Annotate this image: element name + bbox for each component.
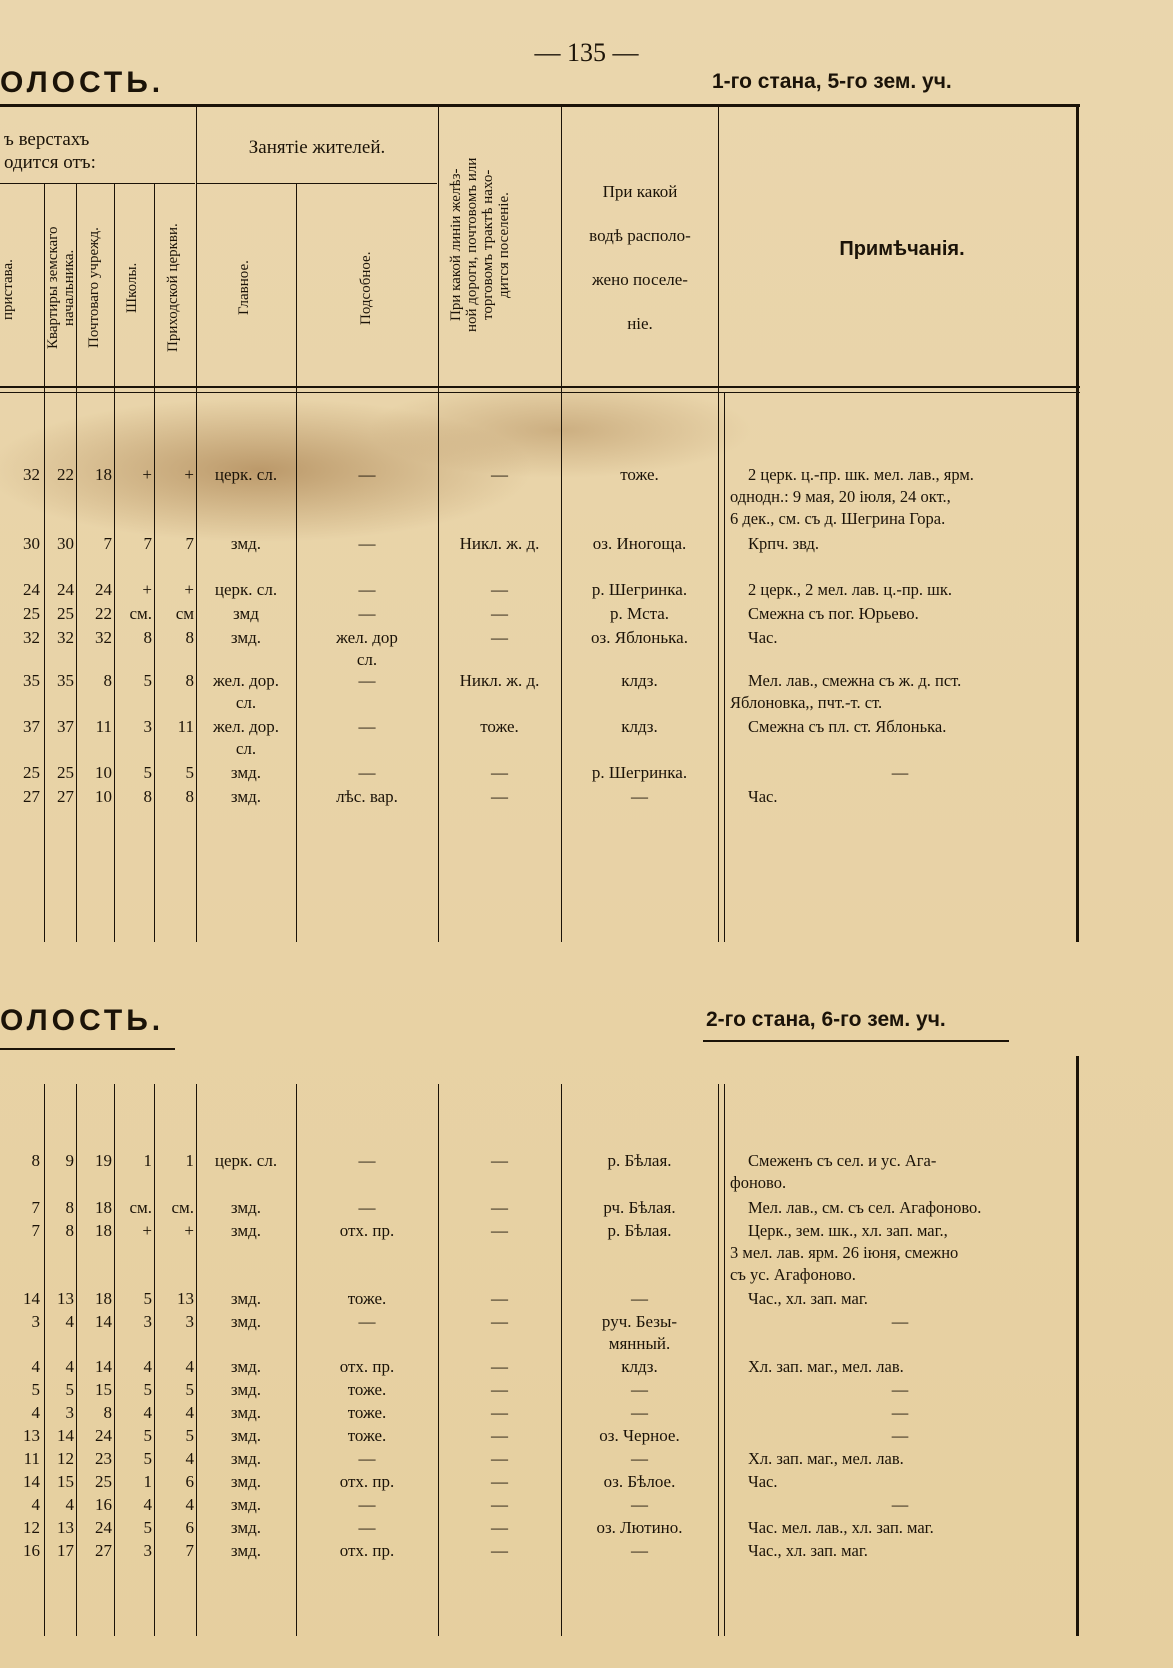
cell-pristava: 32 <box>23 628 40 647</box>
table-row <box>0 670 1173 712</box>
cell-sub: отх. пр. <box>339 1221 395 1240</box>
table-row <box>0 579 1173 601</box>
distance-group-rule <box>0 183 195 184</box>
cell-pocht: 11 <box>95 717 112 736</box>
cell-shkoly: 8 <box>143 787 152 806</box>
cell-sub: — <box>358 1151 376 1170</box>
cell-main: змд. <box>230 534 262 553</box>
cell-rail: — <box>491 1289 508 1308</box>
cell-kvartiry: 4 <box>65 1495 74 1514</box>
cell-shkoly: 5 <box>143 1426 152 1445</box>
cell-cerk: 7 <box>185 1541 194 1560</box>
header-pristava: пристава. <box>0 259 16 321</box>
page-number: — 135 — <box>534 38 639 67</box>
section1-title: ОЛОСТЬ. <box>0 66 165 99</box>
table-row <box>0 603 1173 625</box>
cell-main-cont: сл. <box>235 693 257 712</box>
header-sub: Подсобное. <box>358 251 374 325</box>
cell-pristava: 25 <box>23 763 40 782</box>
cell-sub: тоже. <box>347 1289 387 1308</box>
cell-kvartiry: 9 <box>65 1151 74 1170</box>
table-row <box>0 1197 1173 1219</box>
cell-pristava: 8 <box>31 1151 40 1170</box>
cell-sub: — <box>358 1312 376 1331</box>
cell-rail: тоже. <box>480 717 519 736</box>
cell-cerk: 6 <box>185 1518 194 1537</box>
header-pocht: Почтоваго учрежд. <box>86 227 102 349</box>
cell-kvartiry: 22 <box>57 465 74 484</box>
cell-main: змд. <box>230 1221 262 1240</box>
cell-water: клдз. <box>621 717 658 736</box>
section2-district: 2-го стана, 6-го зем. уч. <box>706 1008 946 1031</box>
cell-main: змд. <box>230 1403 262 1422</box>
cell-cerk: см <box>175 604 194 623</box>
cell-kvartiry: 14 <box>57 1426 74 1445</box>
cell-note-line: — <box>891 763 909 782</box>
cell-pocht: 22 <box>95 604 112 623</box>
cell-main: жел. дор. <box>213 717 279 736</box>
cell-shkoly: см. <box>129 604 152 623</box>
right-frame <box>1076 104 1079 942</box>
cell-pristava: 24 <box>23 580 40 599</box>
cell-shkoly: см. <box>129 1198 152 1217</box>
cell-note-line: Смежна съ пл. ст. Яблонька. <box>748 717 947 736</box>
cell-cerk: 8 <box>185 671 194 690</box>
cell-note-line: фоново. <box>730 1173 787 1192</box>
cell-note-line: Хл. зап. маг., мел. лав. <box>748 1449 904 1468</box>
cell-water: р. Бѣлая. <box>607 1151 672 1170</box>
cell-pocht: 16 <box>95 1495 112 1514</box>
cell-note-line: 2 церк., 2 мел. лав. ц.-пр. шк. <box>748 580 953 599</box>
cell-water: оз. Яблонька. <box>591 628 688 647</box>
cell-note-line: Хл. зап. маг., мел. лав. <box>748 1357 904 1376</box>
cell-rail: — <box>491 1380 508 1399</box>
cell-sub: — <box>358 763 376 782</box>
table-row <box>0 627 1173 669</box>
occupation-group-rule <box>197 183 437 184</box>
cell-water: — <box>631 1495 648 1514</box>
cell-note-line: Час. <box>748 1472 778 1491</box>
cell-note-line: — <box>891 1380 909 1399</box>
cell-note-line: Крпч. звд. <box>748 534 820 553</box>
cell-pocht: 10 <box>95 787 112 806</box>
cell-main: змд. <box>230 1380 262 1399</box>
cell-rail: — <box>491 580 508 599</box>
cell-rail: — <box>491 465 508 484</box>
cell-kvartiry: 35 <box>57 671 74 690</box>
cell-cerk: 8 <box>185 628 194 647</box>
cell-pristava: 27 <box>23 787 40 806</box>
table-row <box>0 1448 1173 1470</box>
cell-pristava: 14 <box>23 1472 40 1491</box>
table-row <box>0 1517 1173 1539</box>
cell-rail: — <box>491 1495 508 1514</box>
cell-rail: — <box>491 1198 508 1217</box>
cell-pocht: 18 <box>95 1289 112 1308</box>
cell-sub: — <box>358 465 376 484</box>
cell-pristava: 7 <box>31 1221 40 1240</box>
top-rule <box>0 104 1080 107</box>
cell-cerk: 8 <box>185 787 194 806</box>
cell-shkoly: 4 <box>143 1495 152 1514</box>
cell-cerk: + <box>184 580 194 599</box>
cell-shkoly: 5 <box>143 1518 152 1537</box>
cell-water: р. Шегринка. <box>591 763 688 782</box>
cell-pristava: 16 <box>23 1541 40 1560</box>
cell-main-cont: сл. <box>235 739 257 758</box>
cell-sub: — <box>358 604 376 623</box>
cell-sub: тоже. <box>347 1380 387 1399</box>
cell-water: — <box>631 1289 648 1308</box>
cell-sub-cont: сл. <box>356 650 378 669</box>
cell-shkoly: 1 <box>143 1472 152 1491</box>
cell-kvartiry: 3 <box>65 1403 74 1422</box>
section2-title-rule <box>0 1048 175 1050</box>
cell-sub: тоже. <box>347 1403 387 1422</box>
cell-pocht: 18 <box>95 1198 112 1217</box>
cell-cerk: 5 <box>185 1426 194 1445</box>
cell-water: р. Мста. <box>609 604 670 623</box>
cell-note-line: Час. <box>748 628 778 647</box>
cell-rail: — <box>491 1541 508 1560</box>
cell-pristava: 7 <box>31 1198 40 1217</box>
col-sep <box>114 184 115 942</box>
cell-pristava: 14 <box>23 1289 40 1308</box>
cell-main: змд. <box>230 1495 262 1514</box>
cell-sub: — <box>358 1495 376 1514</box>
cell-rail: — <box>491 1518 508 1537</box>
cell-pocht: 19 <box>95 1151 112 1170</box>
cell-sub: — <box>358 671 376 690</box>
header-kvartiry: Квартиры земскаго начальника. <box>45 226 77 350</box>
cell-cerk: 5 <box>185 763 194 782</box>
table-row <box>0 464 1173 528</box>
cell-rail: — <box>491 628 508 647</box>
cell-rail: — <box>491 1151 508 1170</box>
cell-sub: тоже. <box>347 1426 387 1445</box>
table-row <box>0 1402 1173 1424</box>
header-cerk: Приходской церкви. <box>165 223 181 353</box>
table-row <box>0 716 1173 758</box>
cell-shkoly: 4 <box>143 1403 152 1422</box>
table-row <box>0 1379 1173 1401</box>
cell-rail: — <box>491 1449 508 1468</box>
cell-kvartiry: 15 <box>57 1472 74 1491</box>
cell-note-line: — <box>891 1312 909 1331</box>
col-sep <box>296 184 297 942</box>
cell-kvartiry: 25 <box>57 763 74 782</box>
cell-pristava: 12 <box>23 1518 40 1537</box>
cell-main: змд <box>233 604 259 623</box>
cell-kvartiry: 5 <box>65 1380 74 1399</box>
table-row <box>0 1288 1173 1310</box>
cell-pocht: 8 <box>103 1403 112 1422</box>
header-notes: Примѣчанія. <box>839 238 965 260</box>
cell-pristava: 4 <box>31 1403 40 1422</box>
cell-shkoly: 5 <box>143 1289 152 1308</box>
cell-main: змд. <box>230 628 262 647</box>
cell-water: тоже. <box>620 465 659 484</box>
cell-sub: — <box>358 1198 376 1217</box>
cell-pocht: 18 <box>95 1221 112 1240</box>
cell-water: — <box>631 1449 648 1468</box>
col-sep <box>154 184 155 942</box>
cell-shkoly: 5 <box>143 671 152 690</box>
cell-main: змд. <box>230 1289 262 1308</box>
cell-rail: — <box>491 1472 508 1491</box>
cell-cerk: 5 <box>185 1380 194 1399</box>
cell-main: церк. сл. <box>214 580 278 599</box>
cell-rail: — <box>491 763 508 782</box>
cell-water: оз. Иногоща. <box>592 534 687 553</box>
cell-main: церк. сл. <box>214 465 278 484</box>
cell-pocht: 24 <box>95 1426 112 1445</box>
cell-note-line: Яблоновка,, пчт.-т. ст. <box>730 693 883 712</box>
header-rail: При какой линіи желѣз- ной дороги, почтовомъ или торговомъ трактѣ нахо- дится поселеніе. <box>448 157 512 333</box>
cell-pocht: 24 <box>95 580 112 599</box>
cell-note-line: 6 дек., см. съ д. Шегрина Гора. <box>730 509 946 528</box>
cell-note-line: Час. <box>748 787 778 806</box>
cell-rail: — <box>491 604 508 623</box>
cell-cerk: 1 <box>185 1151 194 1170</box>
cell-main: змд. <box>230 1312 262 1331</box>
cell-kvartiry: 37 <box>57 717 74 736</box>
cell-note-line: Час., хл. зап. маг. <box>748 1289 868 1308</box>
cell-pristava: 11 <box>23 1449 40 1468</box>
cell-pristava: 35 <box>23 671 40 690</box>
cell-main: змд. <box>230 1541 262 1560</box>
table-row <box>0 786 1173 808</box>
cell-note-line: Мел. лав., смежна съ ж. д. пст. <box>748 671 962 690</box>
cell-rail: — <box>491 1221 508 1240</box>
cell-cerk: + <box>184 465 194 484</box>
cell-water: р. Бѣлая. <box>607 1221 672 1240</box>
cell-kvartiry: 8 <box>65 1221 74 1240</box>
cell-shkoly: 7 <box>143 534 152 553</box>
table-row <box>0 533 1173 555</box>
cell-kvartiry: 13 <box>57 1289 74 1308</box>
cell-note-line: — <box>891 1495 909 1514</box>
table-row <box>0 1220 1173 1284</box>
cell-cerk: + <box>184 1221 194 1240</box>
cell-sub: — <box>358 1449 376 1468</box>
cell-kvartiry: 32 <box>57 628 74 647</box>
cell-main: змд. <box>230 1357 262 1376</box>
cell-water: оз. Черное. <box>599 1426 680 1445</box>
cell-water: клдз. <box>621 671 658 690</box>
cell-rail: — <box>491 1312 508 1331</box>
cell-main: змд. <box>230 1518 262 1537</box>
cell-kvartiry: 8 <box>65 1198 74 1217</box>
cell-cerk: 11 <box>177 717 194 736</box>
cell-pocht: 24 <box>95 1518 112 1537</box>
cell-cerk: см. <box>171 1198 194 1217</box>
cell-pristava: 4 <box>31 1357 40 1376</box>
cell-cerk: 13 <box>177 1289 194 1308</box>
cell-main: змд. <box>230 1426 262 1445</box>
cell-sub: отх. пр. <box>339 1541 395 1560</box>
cell-pocht: 14 <box>95 1312 112 1331</box>
cell-note-line: однодн.: 9 мая, 20 іюля, 24 окт., <box>730 487 951 506</box>
cell-rail: — <box>491 1403 508 1422</box>
cell-water: руч. Безы- <box>601 1312 678 1331</box>
header-distance-group: ъ верстахъ одится отъ: <box>4 129 96 173</box>
cell-main: змд. <box>230 763 262 782</box>
cell-cerk: 3 <box>185 1312 194 1331</box>
cell-shkoly: 5 <box>143 1380 152 1399</box>
table-row <box>0 1311 1173 1353</box>
section2-district-rule <box>703 1040 1009 1042</box>
cell-cerk: 7 <box>185 534 194 553</box>
cell-kvartiry: 25 <box>57 604 74 623</box>
cell-sub: отх. пр. <box>339 1357 395 1376</box>
header-bottom-rule <box>0 386 1080 388</box>
cell-sub: — <box>358 534 376 553</box>
cell-main: змд. <box>230 787 262 806</box>
header-water: При какой водѣ располо- жено поселе- ніе. <box>589 182 691 333</box>
cell-pocht: 32 <box>95 628 112 647</box>
table-row <box>0 1356 1173 1378</box>
cell-pocht: 10 <box>95 763 112 782</box>
cell-water: — <box>631 1541 648 1560</box>
section1-district: 1-го стана, 5-го зем. уч. <box>712 70 952 93</box>
header-shkoly: Школы. <box>124 262 140 314</box>
cell-kvartiry: 12 <box>57 1449 74 1468</box>
cell-pocht: 15 <box>95 1380 112 1399</box>
cell-sub: отх. пр. <box>339 1472 395 1491</box>
cell-cerk: 4 <box>185 1449 194 1468</box>
cell-water: оз. Бѣлое. <box>603 1472 676 1491</box>
col-sep <box>196 104 197 942</box>
cell-shkoly: 3 <box>143 1312 152 1331</box>
table-row <box>0 1425 1173 1447</box>
cell-note-line: — <box>891 1426 909 1445</box>
cell-main: церк. сл. <box>214 1151 278 1170</box>
cell-water: клдз. <box>621 1357 658 1376</box>
cell-pocht: 7 <box>103 534 112 553</box>
header-main: Главное. <box>236 260 252 316</box>
header-occupation-group: Занятіе жителей. <box>248 137 386 158</box>
table-row <box>0 762 1173 784</box>
cell-main: змд. <box>230 1449 262 1468</box>
cell-shkoly: + <box>142 1221 152 1240</box>
cell-kvartiry: 24 <box>57 580 74 599</box>
table-row <box>0 1494 1173 1516</box>
table-row <box>0 1540 1173 1562</box>
cell-pristava: 32 <box>23 465 40 484</box>
cell-rail: — <box>491 1426 508 1445</box>
cell-note-line: Церк., зем. шк., хл. зап. маг., <box>748 1221 948 1240</box>
cell-note-line: Час., хл. зап. маг. <box>748 1541 868 1560</box>
cell-note-line: 2 церк. ц.-пр. шк. мел. лав., ярм. <box>748 465 974 484</box>
cell-shkoly: 5 <box>143 1449 152 1468</box>
cell-pocht: 14 <box>95 1357 112 1376</box>
cell-shkoly: 4 <box>143 1357 152 1376</box>
cell-note-line: — <box>891 1403 909 1422</box>
cell-shkoly: 3 <box>143 717 152 736</box>
cell-shkoly: 5 <box>143 763 152 782</box>
cell-pocht: 18 <box>95 465 112 484</box>
cell-rail: — <box>491 787 508 806</box>
cell-water: — <box>631 1403 648 1422</box>
cell-rail: Никл. ж. д. <box>459 671 540 690</box>
cell-pristava: 25 <box>23 604 40 623</box>
cell-pocht: 23 <box>95 1449 112 1468</box>
cell-sub: жел. дор <box>336 628 398 647</box>
cell-kvartiry: 17 <box>57 1541 74 1560</box>
cell-note-line: Час. мел. лав., хл. зап. маг. <box>748 1518 934 1537</box>
header-bottom-rule-2 <box>0 392 1080 393</box>
cell-water: рч. Бѣлая. <box>603 1198 676 1217</box>
cell-pristava: 3 <box>31 1312 40 1331</box>
cell-shkoly: 3 <box>143 1541 152 1560</box>
cell-pristava: 13 <box>23 1426 40 1445</box>
cell-note-line: 3 мел. лав. ярм. 26 іюня, смежно <box>730 1243 959 1262</box>
cell-rail: Никл. ж. д. <box>459 534 540 553</box>
cell-cerk: 4 <box>185 1357 194 1376</box>
cell-water: — <box>631 787 648 806</box>
col-sep <box>438 104 439 942</box>
cell-pristava: 5 <box>31 1380 40 1399</box>
cell-shkoly: 8 <box>143 628 152 647</box>
cell-pristava: 37 <box>23 717 40 736</box>
cell-note-line: Мел. лав., см. съ сел. Агафоново. <box>748 1198 982 1217</box>
cell-water: р. Шегринка. <box>591 580 688 599</box>
cell-cerk: 6 <box>185 1472 194 1491</box>
cell-pocht: 25 <box>95 1472 112 1491</box>
cell-shkoly: + <box>142 465 152 484</box>
cell-sub: — <box>358 1518 376 1537</box>
cell-water: — <box>631 1380 648 1399</box>
cell-main: змд. <box>230 1198 262 1217</box>
col-sep <box>718 104 719 942</box>
cell-pristava: 4 <box>31 1495 40 1514</box>
cell-main: жел. дор. <box>213 671 279 690</box>
cell-pocht: 27 <box>95 1541 112 1560</box>
table-row <box>0 1471 1173 1493</box>
cell-shkoly: 1 <box>143 1151 152 1170</box>
cell-kvartiry: 30 <box>57 534 74 553</box>
cell-note-line: Смеженъ съ сел. и ус. Ага- <box>748 1151 937 1170</box>
cell-pocht: 8 <box>103 671 112 690</box>
cell-note-line: съ ус. Агафоново. <box>730 1265 856 1284</box>
cell-shkoly: + <box>142 580 152 599</box>
cell-kvartiry: 4 <box>65 1312 74 1331</box>
cell-pristava: 30 <box>23 534 40 553</box>
section2-title: ОЛОСТЬ. <box>0 1004 165 1037</box>
cell-kvartiry: 27 <box>57 787 74 806</box>
cell-main: змд. <box>230 1472 262 1491</box>
cell-water: оз. Лютино. <box>596 1518 683 1537</box>
cell-kvartiry: 13 <box>57 1518 74 1537</box>
table-row <box>0 1150 1173 1192</box>
cell-cerk: 4 <box>185 1403 194 1422</box>
cell-sub: — <box>358 717 376 736</box>
cell-kvartiry: 4 <box>65 1357 74 1376</box>
cell-rail: — <box>491 1357 508 1376</box>
cell-cerk: 4 <box>185 1495 194 1514</box>
cell-water-cont: мянный. <box>608 1334 671 1353</box>
cell-note-line: Смежна съ пог. Юрьево. <box>748 604 919 623</box>
cell-sub: — <box>358 580 376 599</box>
cell-sub: лѣс. вар. <box>336 787 398 806</box>
